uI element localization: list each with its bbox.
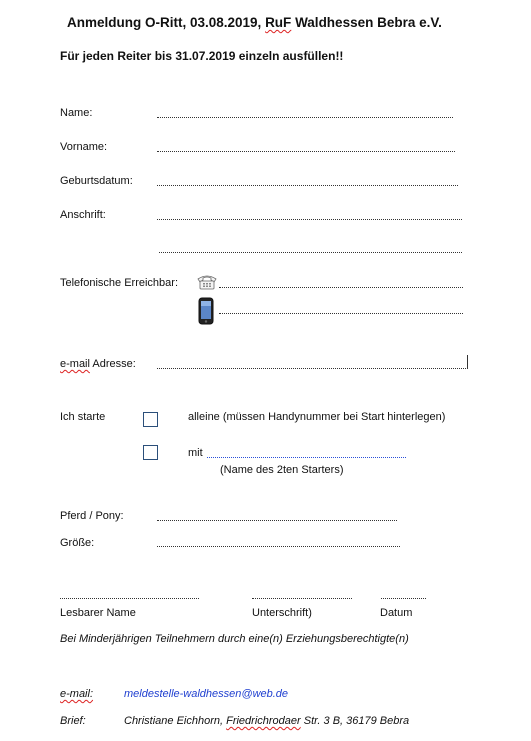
checkbox-with[interactable] bbox=[143, 445, 158, 460]
brief-name: Christiane Eichhorn, bbox=[124, 715, 227, 727]
anschrift-line-1[interactable] bbox=[157, 219, 462, 220]
second-starter-line[interactable] bbox=[207, 457, 406, 458]
geburtsdatum-label: Geburtsdatum: bbox=[60, 175, 133, 187]
pferd-line[interactable] bbox=[157, 520, 397, 521]
minor-note: Bei Minderjährigen Teilnehmern durch eine(n) Erziehungsberechtigte(n) bbox=[60, 633, 409, 645]
brief-address bbox=[124, 715, 409, 727]
name-label: Name: bbox=[60, 107, 93, 119]
telephone-icon bbox=[196, 274, 218, 293]
anschrift-line-2[interactable] bbox=[159, 252, 462, 253]
email-prefix: e-mail bbox=[60, 358, 90, 370]
telefon-line[interactable] bbox=[219, 287, 463, 288]
title-ruf: RuF bbox=[265, 15, 292, 30]
name-signature-line[interactable] bbox=[60, 598, 199, 599]
email-field-label bbox=[60, 358, 136, 370]
signature-line[interactable] bbox=[252, 598, 352, 599]
second-starter-hint: (Name des 2ten Starters) bbox=[220, 464, 344, 476]
start-label: Ich starte bbox=[60, 411, 106, 423]
datum-label: Datum bbox=[380, 607, 413, 619]
mobile-phone-icon bbox=[198, 297, 214, 328]
brief-street: Friedrichrodaer bbox=[226, 715, 301, 727]
vorname-line[interactable] bbox=[157, 151, 455, 152]
page-title bbox=[67, 15, 442, 30]
brief-label: Brief: bbox=[60, 715, 86, 727]
title-part-2: Waldhessen Bebra e.V. bbox=[291, 15, 442, 30]
anschrift-label: Anschrift: bbox=[60, 209, 106, 221]
checkbox-alone[interactable] bbox=[143, 412, 158, 427]
groesse-label: Größe: bbox=[60, 537, 95, 549]
contact-email-link[interactable]: meldestelle-waldhessen@web.de bbox=[124, 688, 289, 700]
pferd-label: Pferd / Pony: bbox=[60, 510, 124, 522]
contact-email-label: e-mail: bbox=[60, 688, 94, 700]
brief-rest: Str. 3 B, 36179 Bebra bbox=[300, 715, 410, 727]
email-suffix: Adresse: bbox=[89, 358, 136, 370]
telefon-label: Telefonische Erreichbar: bbox=[60, 277, 179, 289]
option-alone-label: alleine (müssen Handynummer bei Start hinterlegen) bbox=[188, 411, 446, 423]
vorname-label: Vorname: bbox=[60, 141, 108, 153]
lesbarer-name-label: Lesbarer Name bbox=[60, 607, 136, 619]
title-part-1: Anmeldung O-Ritt, 03.08.2019, bbox=[67, 15, 266, 30]
geburtsdatum-line[interactable] bbox=[157, 185, 458, 186]
text-cursor bbox=[467, 355, 468, 369]
groesse-line[interactable] bbox=[157, 546, 400, 547]
option-with-label: mit bbox=[188, 447, 203, 459]
name-line[interactable] bbox=[157, 117, 453, 118]
email-line[interactable] bbox=[157, 368, 466, 369]
date-line[interactable] bbox=[381, 598, 426, 599]
page-subtitle: Für jeden Reiter bis 31.07.2019 einzeln ausfüllen!! bbox=[60, 49, 344, 63]
unterschrift-label: Unterschrift) bbox=[252, 607, 312, 619]
mobile-line[interactable] bbox=[219, 313, 463, 314]
